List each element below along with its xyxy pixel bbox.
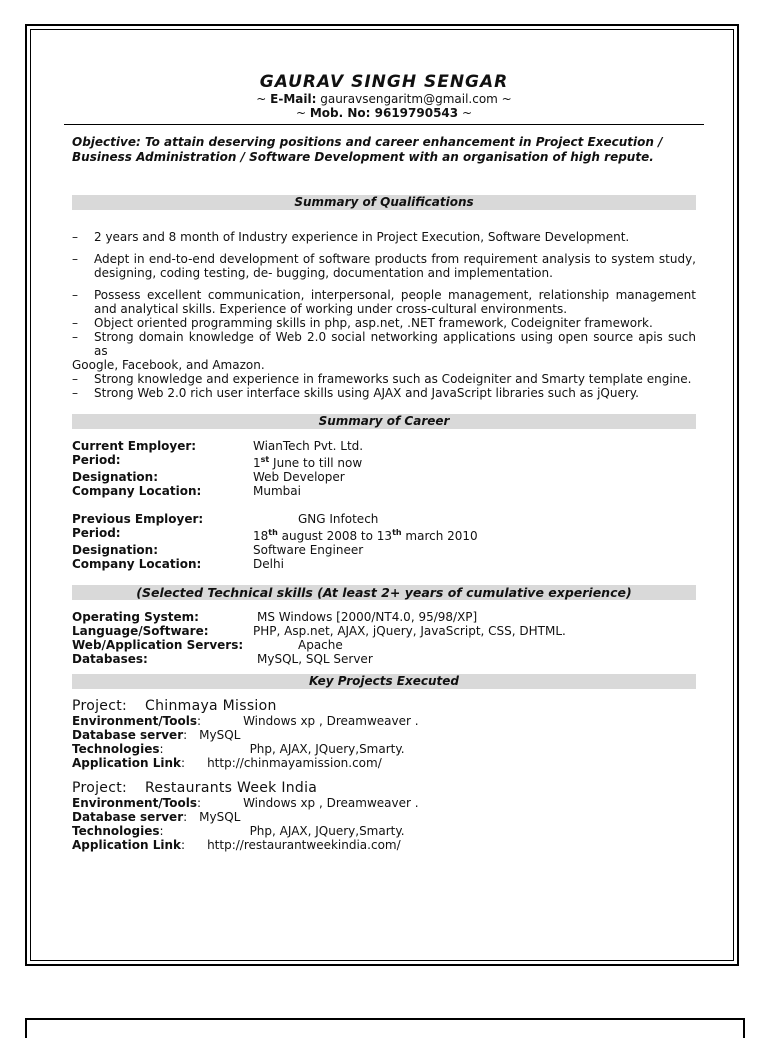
qualifications-list <box>72 230 696 400</box>
skills-table <box>72 610 696 666</box>
project-environment: Environment/Tools: Windows xp , Dreamweaver . <box>72 796 419 810</box>
mobile-line: ~ Mob. No: 9619790543 ~ <box>295 106 473 120</box>
current-period: 1st June to till now <box>253 455 363 470</box>
previous-employer: GNG Infotech <box>298 512 379 526</box>
section-heading-skills: (Selected Technical skills (At least 2+ years of cumulative experience) <box>72 585 696 600</box>
email-line: ~ E-Mail: gauravsengaritm@gmail.com ~ <box>256 92 512 106</box>
designation-label: Designation: <box>72 543 159 557</box>
skill-label: Web/Application Servers: <box>72 638 244 652</box>
skill-label: Operating System: <box>72 610 199 624</box>
skill-value: PHP, Asp.net, AJAX, jQuery, JavaScript, CSS, DHTML. <box>253 624 566 638</box>
location-label: Company Location: <box>72 484 202 498</box>
project-environment: Environment/Tools: Windows xp , Dreamweaver . <box>72 714 419 728</box>
project-entry <box>72 698 696 770</box>
list-item: – Strong Web 2.0 rich user interface skills using AJAX and JavaScript libraries such as jQuery. <box>72 386 639 400</box>
current-employer-label: Current Employer: <box>72 439 197 453</box>
objective-statement: Objective: To attain deserving positions and career enhancement in Project Execution / Business Administration / Software Development with an organisation of high repute. <box>72 135 663 164</box>
project-name: Chinmaya Mission <box>145 698 277 714</box>
current-designation: Web Developer <box>253 470 345 484</box>
project-link: Application Link: http://restaurantweekindia.com/ <box>72 838 401 852</box>
section-heading-projects: Key Projects Executed <box>72 674 696 689</box>
project-technologies: Technologies: Php, AJAX, JQuery,Smarty. <box>72 742 405 756</box>
mobile-number: Mob. No: 9619790543 <box>309 106 459 120</box>
skill-label: Language/Software: <box>72 624 209 638</box>
previous-employer-label: Previous Employer: <box>72 512 204 526</box>
resume-content <box>72 70 696 852</box>
section-heading-qualifications: Summary of Qualifications <box>72 195 696 210</box>
list-item: – Strong domain knowledge of Web 2.0 social networking applications using open source apis such as <box>72 330 696 358</box>
candidate-name: GAURAV SINGH SENGAR <box>259 72 509 92</box>
list-item: – 2 years and 8 month of Industry experience in Project Execution, Software Development. <box>72 230 630 244</box>
current-location: Mumbai <box>253 484 301 498</box>
previous-location: Delhi <box>253 557 284 571</box>
list-item: – Strong knowledge and experience in frameworks such as Codeigniter and Smarty template engine. <box>72 372 692 386</box>
list-item-continuation: Google, Facebook, and Amazon. <box>72 358 265 372</box>
list-item: – Possess excellent communication, interpersonal, people management, relationship management and analytical skills. Experience of working under cross-cultural environments. <box>72 288 696 316</box>
current-employer: WianTech Pvt. Ltd. <box>253 439 364 453</box>
project-title: Project: Restaurants Week India <box>72 780 318 796</box>
location-label: Company Location: <box>72 557 202 571</box>
project-title: Project: Chinmaya Mission <box>72 698 277 714</box>
designation-label: Designation: <box>72 470 159 484</box>
email-address: gauravsengaritm@gmail.com <box>320 92 498 106</box>
previous-employment <box>72 512 696 571</box>
section-heading-career: Summary of Career <box>72 414 696 429</box>
next-page-frame <box>25 1018 745 1038</box>
project-entry <box>72 780 696 852</box>
project-database: Database server: MySQL <box>72 810 241 824</box>
skill-value: Apache <box>298 638 343 652</box>
project-technologies: Technologies: Php, AJAX, JQuery,Smarty. <box>72 824 405 838</box>
skill-label: Databases: <box>72 652 148 666</box>
previous-period: 18th august 2008 to 13th march 2010 <box>253 528 478 543</box>
skill-value: MySQL, SQL Server <box>257 652 373 666</box>
list-item: – Adept in end-to-end development of software products from requirement analysis to system study, designing, coding testing, de- bugging, documentation and implementation. <box>72 252 696 280</box>
skill-value: MS Windows [2000/NT4.0, 95/98/XP] <box>257 610 478 624</box>
current-employment <box>72 439 696 498</box>
period-label: Period: <box>72 526 121 540</box>
resume-header <box>72 72 696 120</box>
list-item: – Object oriented programming skills in php, asp.net, .NET framework, Codeigniter framework. <box>72 316 653 330</box>
email-label: E-Mail: <box>270 92 317 106</box>
period-label: Period: <box>72 453 121 467</box>
project-name: Restaurants Week India <box>145 780 318 796</box>
project-database: Database server: MySQL <box>72 728 241 742</box>
project-link: Application Link: http://chinmayamission.com/ <box>72 756 382 770</box>
header-divider <box>64 124 704 125</box>
previous-designation: Software Engineer <box>253 543 364 557</box>
